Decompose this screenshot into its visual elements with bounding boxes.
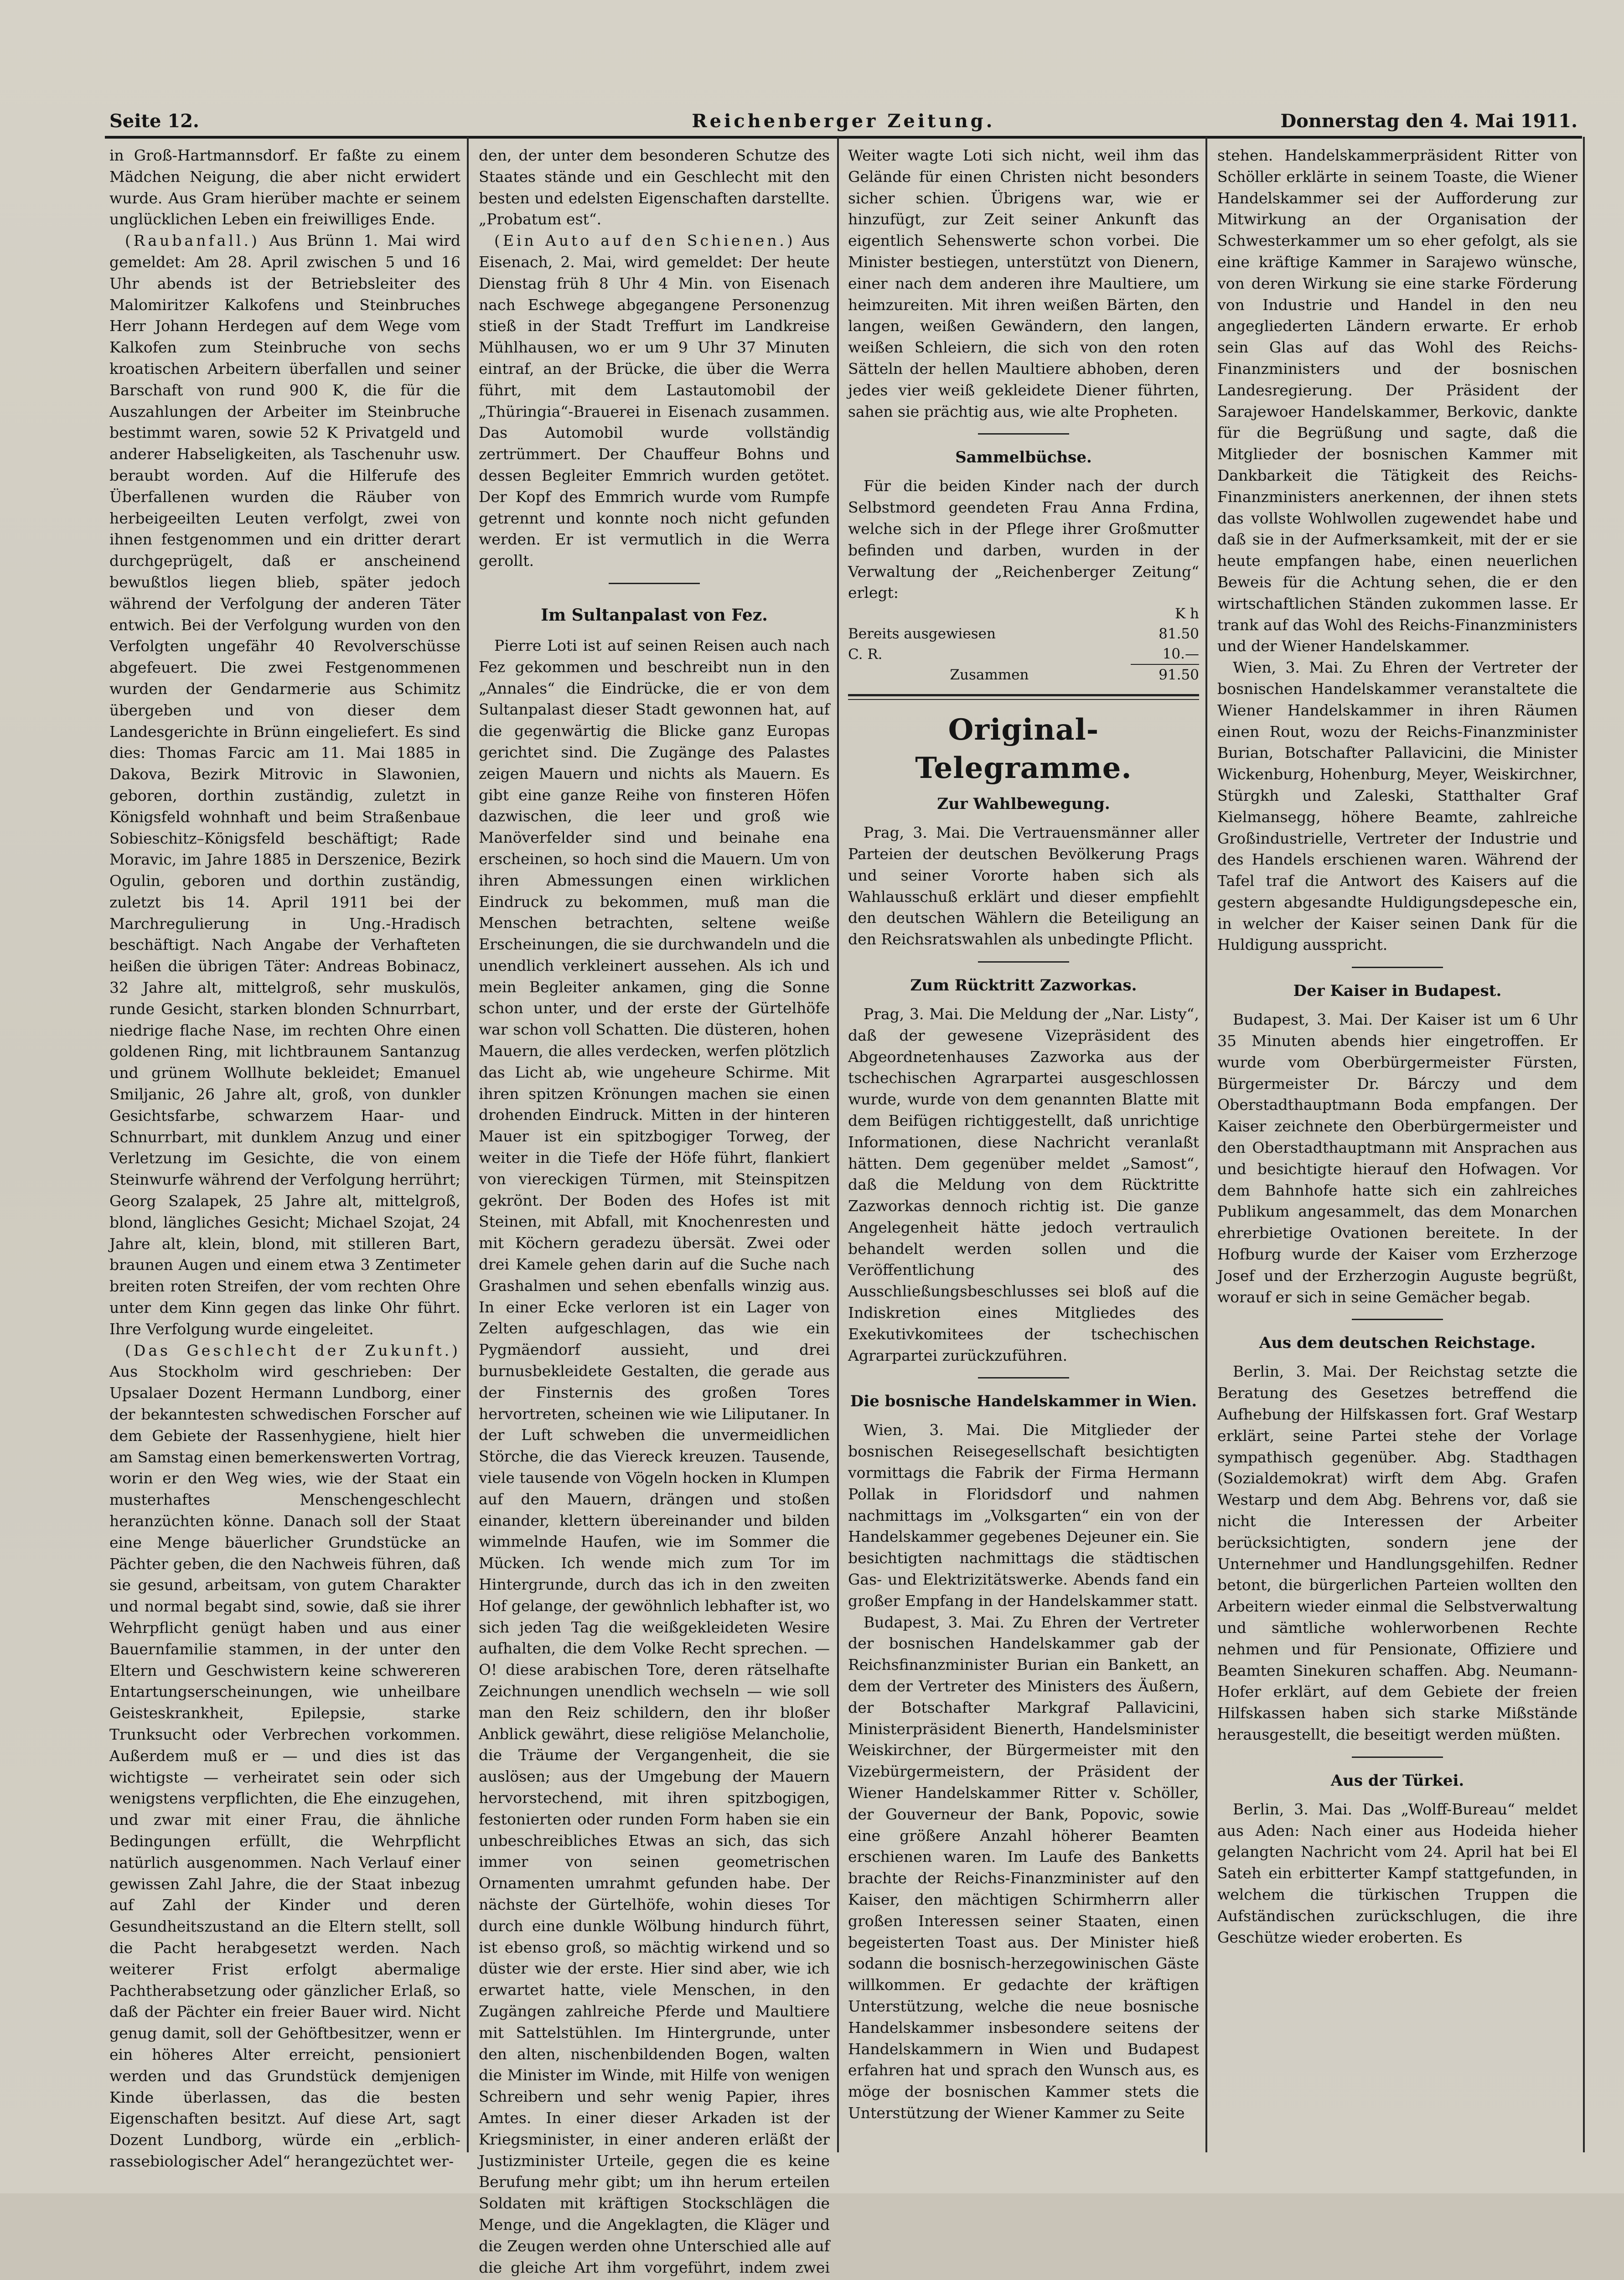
fund-sum-label: Zusammen [950,666,1029,683]
article-body: Pierre Loti ist auf seinen Reisen auch nach Fez gekommen und beschreibt nun in den „Annales“ die Eindrücke, die er von dem Sultanpalast dieser Stadt gewonnen hat, auf die gegenwärtig die Blicke ganz Europas gerichtet sind. Die Zugänge des Palastes zeigen Mauern und nichts als Mauern. Es gibt eine ganze Reihe von finsteren Höfen dazwischen, die leer und groß wie Manöverfelder sind und beinahe ena erscheinen, so hoch sind die Mauern. Um von ihren Abmessungen einen wirklichen Eindruck zu bekommen, muß man die Menschen betrachten, seltene weiße Erscheinungen, die sie durchwandeln und die unendlich verkleinert aussehen. Als ich und mein Begleiter ankamen, ging die Sonne schon unter, und der erste der Gürtelhöfe war schon voll Schatten. Die düsteren, hohen Mauern, die alles verdecken, werfen plötzlich das Licht ab, wie ungeheure Schirme. Mit ihren spitzen Krönungen machen sie einen drohenden Eindruck. Mitten in der hinteren Mauer ist ein spitzbogiger Torweg, der weiter in die Tiefe der Höfe führt, flankiert von viereckigen Türmen, mit Steinspitzen gekrönt. Der Boden des Hofes ist mit Steinen, mit Abfall, mit Knochenresten und mit Köchern geradezu übersät. Zwei oder drei Kamele gehen darin auf die Suche nach Grashalmen und sehen ebenfalls winzig aus. In einer Ecke verloren ist ein Lager von Zelten aufgeschlagen, das wie ein Pygmäendorf aussieht, und drei burnusbekleidete Gestalten, die gerade aus der Finsternis des großen Tores hervortreten, scheinen wie wie Liliputaner. In der Luft schweben die unvermeidlichen Störche, die das Viereck kreuzen. Tausende, viele tausende von Vögeln hocken in Klumpen auf den Mauern, drängen und stoßen einander, klettern übereinander und bilden wimmelnde Haufen, wie im Sommer die Mücken. Ich wende mich zum Tor im Hintergrunde, durch das ich in den zweiten Hof gelange, der gewöhnlich lebhafter ist, wo sich jeden Tag die weißgekleideten Wesire aufhalten, die dem Volke Recht sprechen. — O! diese arabischen Tore, deren rätselhafte Zeichnungen unendlich wechseln — wie soll man den Reiz schildern, den ihr bloßer Anblick gewährt, diese religiöse Melancholie, die Träume der Vergangenheit, die sie auslösen; aus der Umgebung der Mauern hervorstechend, mit ihren spitzbogigen, festonierten oder runden Form haben sie ein unbeschreibliches Etwas an sich, das sich immer von seinen geometrischen Ornamenten umrahmt gefunden habe. Der nächste der Gürtelhöfe, wohin dieses Tor durch eine dunkle Wölbung hindurch führt, ist ebenso groß, so mächtig wirkend und so düster wie der erste. Hier sind aber, wie ich erwartet hatte, viele Menschen, in den Zugängen zahlreiche Pferde und Maultiere mit Sattelstühlen. Im Hintergrunde, unter den alten, nischenbildenden Bogen, walten die Minister im Winde, mit Hilfe von wenigen Schreibern und sehr wenig Papier, ihres Amtes. In einer dieser Arkaden ist der Kriegsminister, in einer anderen erläßt der Justizminister Urteile, gegen die es keine Berufung mehr gibt; um ihn herum erteilen Soldaten mit kräftigen Stockschlägen die Menge, und die Angeklagten, die Kläger und die Zeugen werden ohne Unterschied alle auf die gleiche Art ihm vorgeführt, indem zwei [479,636,830,2276]
fund-currency-header: K h [1175,606,1199,622]
section-divider [1352,1319,1443,1320]
article-geschlecht-der-zukunft [109,1340,460,2172]
column-rule [1205,137,1207,2152]
fund-notice: Für die beiden Kinder nach der durch Selbstmord geendeten Frau Anna Frdina, welche sich in der Pflege ihrer Großmutter befinden und darben, wurden in der Verwaltung der „Reichenberger Zeitung“ erlegt: [848,477,1199,602]
header-rule [105,136,1582,139]
fund-value: 81.50 [1159,626,1199,643]
section-heading: Zum Rücktritt Zazworkas. [910,976,1137,995]
section-heading: Die bosnische Handelskammer in Wien. [850,1392,1197,1411]
article-body: Aus Stockholm wird geschrieben: Der Upsalaer Dozent Hermann Lundborg, einer der bekanntesten schwedischen Forscher auf dem Gebiete der Rassenhygiene, hielt hier am Samstag einen bemerkenswerten Vortrag, worin er den Weg wies, wie der Staat ein musterhaftes Menschengeschlecht heranzüchten könne. Danach soll der Staat eine Menge bäuerlicher Grundstücke an Pächter geben, die den Nachweis führen, daß sie gesund, arbeitsam, von gutem Charakter und normal begabt sind, sowie, daß sie ihrer Wehrpflicht genügt haben und aus einer Bauernfamilie stammen, in der unter den Eltern und Geschwistern keine schwereren Entartungserscheinungen, wie unheilbare Geisteskrankheit, Epilepsie, starke Trunksucht oder Verbrechen vorkommen. Außerdem muß er — und dies ist das wichtigste — verheiratet sein oder sich wenigstens verpflichten, die Ehe einzugehen, und zwar mit einer Frau, die ähnliche Bedingungen erfüllt, die Wehrpflicht natürlich ausgenommen. Nach Verlauf einer gewissen Zahl Jahre, die der Staat inbezug auf Zahl der Kinder und deren Gesundheitszustand an die Eltern stellt, soll die Pacht herabgesetzt werden. Nach weiterer Frist erfolgt abermalige Pachtherabsetzung oder gänzlicher Erlaß, so daß der Pächter ein freier Bauer wird. Nicht genug damit, soll der Gehöftbesitzer, wenn er ein höheres Alter erreicht, pensioniert werden und das Grundstück demjenigen Kinde überlassen, das die besten Eigenschaften besitzt. Auf diese Art, sagt Dozent Lundborg, würde ein „erblich-rassebiologischer Adel“ herangezüchtet wer- [109,1363,460,2170]
section-divider [978,961,1069,963]
article-body: Aus Brünn 1. Mai wird gemeldet: Am 28. April zwischen 5 und 16 Uhr abends ist der Betriebsleiter des Malomiritzer Kalkofens und Steinbruches Herr Johann Herdegen auf dem Wege vom Kalkofen zum Steinbruche von sechs kroatischen Arbeitern überfallen und seiner Barschaft von rund 900 K, die für die Auszahlungen der Arbeiter im Steinbruche bestimmt waren, sowie 52 K Privatgeld und anderer Habseligkeiten, als Taschenuhr usw. beraubt worden. Auf die Hilferufe des Überfallenen wurden die Räuber von herbeigeeilten Leuten verfolgt, zwei von ihnen festgenommen und ein dritter derart durchgeprügelt, daß er anscheinend bewußtlos liegen blieb, später jedoch während der Verfolgung der anderen Täter entwich. Bei der Verfolgung wurden von den Verfolgten ungefähr 40 Revolverschüsse abgefeuert. Die zwei Festgenommenen wurden der Gendarmerie aus Schimitz übergeben und von dieser dem Landesgerichte in Brünn eingeliefert. Es sind dies: Thomas Farcic am 11. Mai 1885 in Dakova, Bezirk Mitrovic in Slawonien, geboren, dorthin zuständig, zuletzt in Königsfeld wohnhaft und beim Straßenbaue Sobieschitz–Königsfeld beschäftigt; Rade Moravic, im Jahre 1885 in Derszenice, Bezirk Ogulin, geboren und dorthin zuständig, zuletzt bis 14. April 1911 bei der Marchregulierung in Ung.-Hradisch beschäftigt. Nach Angabe der Verhafteten heißen die übrigen Täter: Andreas Bobinacz, 32 Jahre alt, mittelgroß, sehr muskulös, runde Gesicht, starken blonden Schnurrbart, niedrige flache Nase, im rechten Ohre einen goldenen Ring, mit lichtbraunem Santanzug und grünem Wollhute bekleidet; Emanuel Smiljanic, 26 Jahre alt, groß, von dunkler Gesichtsfarbe, schwarzem Haar- und Schnurrbart, mit dunklem Anzug und einer Verletzung im Gesichte, die von einem Steinwurfe während der Verfolgung herrührt; Georg Szalapek, 25 Jahre alt, mittelgroß, blond, längliches Gesicht; Michael Szojat, 24 Jahre alt, klein, blond, mit stilleren Bart, braunen Augen und einem etwa 3 Zentimeter breiten roten Streifen, der vom rechten Ohre unter dem Kinn gegen das linke Ohr führt. Ihre Verfolgung wurde eingeleitet. [109,232,460,1338]
article-body: Berlin, 3. Mai. Das „Wolff-Bureau“ meldet aus Aden: Nach einer aus Hodeida hieher gelangten Nachricht vom 24. April hat bei El Sateh ein erbitterter Kampf stattgefunden, in welchem die türkischen Truppen die Aufständischen zurückschlugen, die ihre Geschütze wieder eroberten. Es [1217,1800,1577,1946]
fund-sum-value: 91.50 [1131,664,1199,685]
section-heading: Sammelbüchse. [955,448,1092,467]
article-title: (Raubanfall.) [125,232,260,250]
section-heading: Im Sultanpalast von Fez. [541,605,768,625]
section-divider [609,583,700,584]
article-body: Budapest, 3. Mai. Der Kaiser ist um 6 Uhr 35 Minuten abends hier eingetroffen. Er wurde vom Oberbürgermeister Fürsten, Bürgermeister Dr. Bárczy und dem Oberstadthauptmann Boda empfangen. Der Kaiser zeichnete den Oberbürgermeister und den Oberstadthauptmann mit Ansprachen aus und besichtigte hierauf den Hofwagen. Vor dem Bahnhofe hatte sich ein zahlreiches Publikum angesammelt, das dem Monarchen ehrerbietige Ovationen bereitete. In der Hofburg wurde der Kaiser vom Erzherzoge Josef und der Erzherzogin Auguste begrüßt, worauf er sich in seine Gemächer begab. [1217,1010,1577,1306]
column-2 [479,145,830,2276]
page-header [109,106,1577,138]
telegram-heading: Original-Telegramme. [915,713,1132,786]
column-rule [1583,137,1585,2152]
article-body: Wien, 3. Mai. Die Mitglieder der bosnischen Reisegesellschaft besichtigten vormittags die Fabrik der Firma Hermann Pollak in Floridsdorf und nahmen nachmittags im „Volksgarten“ ein von der Handelskammer gegebenes Dejeuner ein. Sie besichtigten nachmittags die städtischen Gas- und Elektrizitätswerke. Abends fand ein großer Empfang in der Handelskammer statt. [848,1421,1199,1610]
section-heading: Aus der Türkei. [1330,1771,1464,1790]
article-body: Wien, 3. Mai. Zu Ehren der Vertreter der bosnischen Handelskammer veranstaltete die Wiener Handelskammer in ihren Räumen einen Rout, wozu der Reichs-Finanzminister Burian, Botschafter Pallavicini, die Minister Wickenburg, Hohenburg, Meyer, Weiskirchner, Stürgkh und Zaleski, Statthalter Graf Kielmansegg, höhere Beamte, zahlreiche Großindustrielle, Vertreter der Industrie und des Handels erschienen waren. Während der Tafel traf die Antwort des Kaisers auf die gestern abgesandte Huldigungsdepesche ein, in welcher der Kaiser seinen Dank für die Huldigung ausspricht. [1217,658,1577,954]
article-continuation: Weiter wagte Loti sich nicht, weil ihm das Gelände für einen Christen nicht besonders sicher schien. Übrigens war, wie er hinzufügt, zur Zeit seiner Ankunft das eigentlich Sehenswerte schon vorbei. Die Minister bestiegen, unterstützt von Dienern, einer nach dem anderen ihre Maultiere, um heimzureiten. Mit ihren weißen Bärten, den langen, weißen Gewändern, den langen, weißen Schleiern, die sich von den roten Sätteln der hellen Maultiere abhoben, deren jedes vier weiß gekleidete Diener führten, sahen sie prächtig aus, wie alte Propheten. [848,146,1199,420]
section-heading: Aus dem deutschen Reichstage. [1259,1334,1536,1352]
fund-table [848,624,1199,685]
article-body: Prag, 3. Mai. Die Vertrauensmänner aller Parteien der deutschen Bevölkerung Prags und seiner Vororte haben sich als Wahlausschuß erklärt und dieser empfiehlt den deutschen Wählern die Beteiligung an den Reichsratswahlen als unbedingte Pflicht. [848,824,1199,948]
fund-label: Bereits ausgewiesen [848,626,996,643]
section-divider [1352,1757,1443,1758]
article-body: Aus Eisenach, 2. Mai, wird gemeldet: Der heute Dienstag früh 8 Uhr 4 Min. von Eisenach nach Eschwege abgegangene Personenzug stieß in der Stadt Treffurt im Landkreise Mühlhausen, wo er um 9 Uhr 37 Minuten eintraf, an der Brücke, die über die Werra führt, mit dem Lastautomobil der „Thüringia“-Brauerei in Eisenach zusammen. Das Automobil wurde vollständig zertrümmert. Der Chauffeur Bohns und dessen Begleiter Emmrich wurden getötet. Der Kopf des Emmrich wurde vom Rumpfe getrennt und konnte noch nicht gefunden werden. Er ist vermutlich in die Werra gerollt. [479,232,830,570]
article-raubanfall [109,230,460,1340]
section-divider [978,1377,1069,1378]
section-divider [848,699,1199,700]
fund-sum-row [848,664,1199,685]
article-continuation: den, der unter dem besonderen Schutze des Staates stände und ein Geschlecht mit den besten und edelsten Eigenschaften darstellte. „Probatum est“. [479,146,830,228]
fund-row [848,624,1199,644]
issue-date: Donnerstag den 4. Mai 1911. [1280,110,1577,132]
article-auto-auf-schienen [479,230,830,572]
article-body: Prag, 3. Mai. Die Meldung der „Nar. Listy“, daß der gewesene Vizepräsident des Abgeordnetenhauses Zazworka aus der tschechischen Agrarpartei ausgeschlossen wurde, wurde von dem genannten Blatte mit dem Beifügen richtiggestellt, daß unrichtige Informationen, diese Nachricht veranlaßt hätten. Dem gegenüber meldet „Samost“, daß die Meldung von dem Rücktritte Zazworkas dennoch richtig ist. Die ganze Angelegenheit hätte jedoch vertraulich behandelt werden sollen und die Veröffentlichung des Ausschließungsbeschlusses sei bloß auf die Indiskretion eines Mitgliedes des Exekutivkomitees der tschechischen Agrarpartei zurückzuführen. [848,1005,1199,1364]
column-rule [837,137,839,2152]
page-number: Seite 12. [109,110,199,132]
section-divider [1352,967,1443,968]
column-3 [848,145,1199,2151]
section-divider [848,694,1199,696]
fund-row [848,644,1199,664]
column-rule [467,137,469,2152]
section-heading: Der Kaiser in Budapest. [1293,982,1502,1000]
section-divider [978,433,1069,435]
article-body: Berlin, 3. Mai. Der Reichstag setzte die Beratung des Gesetzes betreffend die Aufhebung der Hilfskassen fort. Graf Westarp erklärt, seine Partei stehe der Vorlage sympathisch gegenüber. Abg. Stadthagen (Sozialdemokrat) wirft dem Abg. Grafen Westarp und dem Abg. Behrens vor, daß sie nicht die Interessen der Arbeiter berücksichtigten, sondern jene der Unternehmer und Handlungsgehilfen. Redner betont, die bürgerlichen Parteien wollten den Arbeitern wieder einmal die Selbstverwaltung und sämtliche wohlerworbenen Rechte nehmen und für Pensionate, Offiziere und Beamten Sinekuren schaffen. Abg. Neumann-Hofer erklärt, auf dem Gebiete der freien Hilfskassen haben sich starke Mißstände herausgestellt, die beseitigt werden müßten. [1217,1363,1577,1743]
article-title: (Ein Auto auf den Schienen.) [494,232,796,250]
article-continuation: stehen. Handelskammerpräsident Ritter von Schöller erklärte in seinem Toaste, die Wiener Handelskammer sei der Aufforderung zur Mitwirkung an der Organisation der Schwesterkammer um so eher gefolgt, als sie eine kräftige Kammer in Sarajewo wünsche, von deren Wirkung sie eine starke Förderung von Industrie und Handel in den neu angegliederten Ländern erwarte. Er erhob sein Glas auf das Wohl des Reichs-Finanzministers und der bosnischen Landesregierung. Der Präsident der Sarajewoer Handelskammer, Berkovic, dankte für die Begrüßung und sagte, daß die Mitglieder der bosnischen Kammer mit Dankbarkeit die Tätigkeit des Reichs-Finanzministers anerkennen, der ihnen stets das vollste Wohlwollen zugewendet habe und daß sie in der Aufmerksamkeit, mit der er sie heute empfangen habe, einen neuerlichen Beweis für die Achtung sehen, die er den wirtschaftlichen Ständen zukommen lasse. Er trank auf das Wohl des Reichs-Finanzministers und der Wiener Handelskammer. [1217,146,1577,655]
article-body: Budapest, 3. Mai. Zu Ehren der Vertreter der bosnischen Handelskammer gab der Reichsfinanzminister Burian ein Bankett, an dem der Vertreter des Ministers des Äußern, der Botschafter Markgraf Pallavicini, Ministerpräsident Bienerth, Handelsminister Weiskirchner, der Bürgermeister mit den Vizebürgermeistern, der Präsident der Wiener Handelskammer Ritter v. Schöller, der Gouverneur der Bank, Popovic, sowie eine größere Anzahl höherer Beamten erschienen waren. Im Laufe des Banketts brachte der Reichs-Finanzminister auf den Kaiser, den mächtigen Schirmherrn aller großen Interessen seiner Staaten, einen begeisterten Toast aus. Der Minister hieß sodann die bosnisch-herzegowinischen Gäste willkommen. Er gedachte der kräftigen Unterstützung, welche die neue bosnische Handelskammer insbesondere seitens der Handelskammern in Wien und Budapest erfahren hat und sprach den Wunsch aus, es möge der bosnischen Kammer stets die Unterstützung der Wiener Kammer zu Seite [848,1613,1199,2122]
article-continuation: in Groß-Hartmannsdorf. Er faßte zu einem Mädchen Neigung, die aber nicht erwidert wurde. Aus Gram hierüber machte er seinem unglücklichen Leben ein freiwilliges Ende. [109,146,460,228]
column-1 [109,145,460,2170]
section-heading: Zur Wahlbewegung. [937,795,1110,814]
article-title: (Das Geschlecht der Zukunft.) [125,1341,460,1359]
fund-label: C. R. [848,646,883,663]
fund-value: 10.— [1162,646,1199,663]
newspaper-name: Reichenberger Zeitung. [692,110,995,132]
column-4 [1217,145,1577,2151]
